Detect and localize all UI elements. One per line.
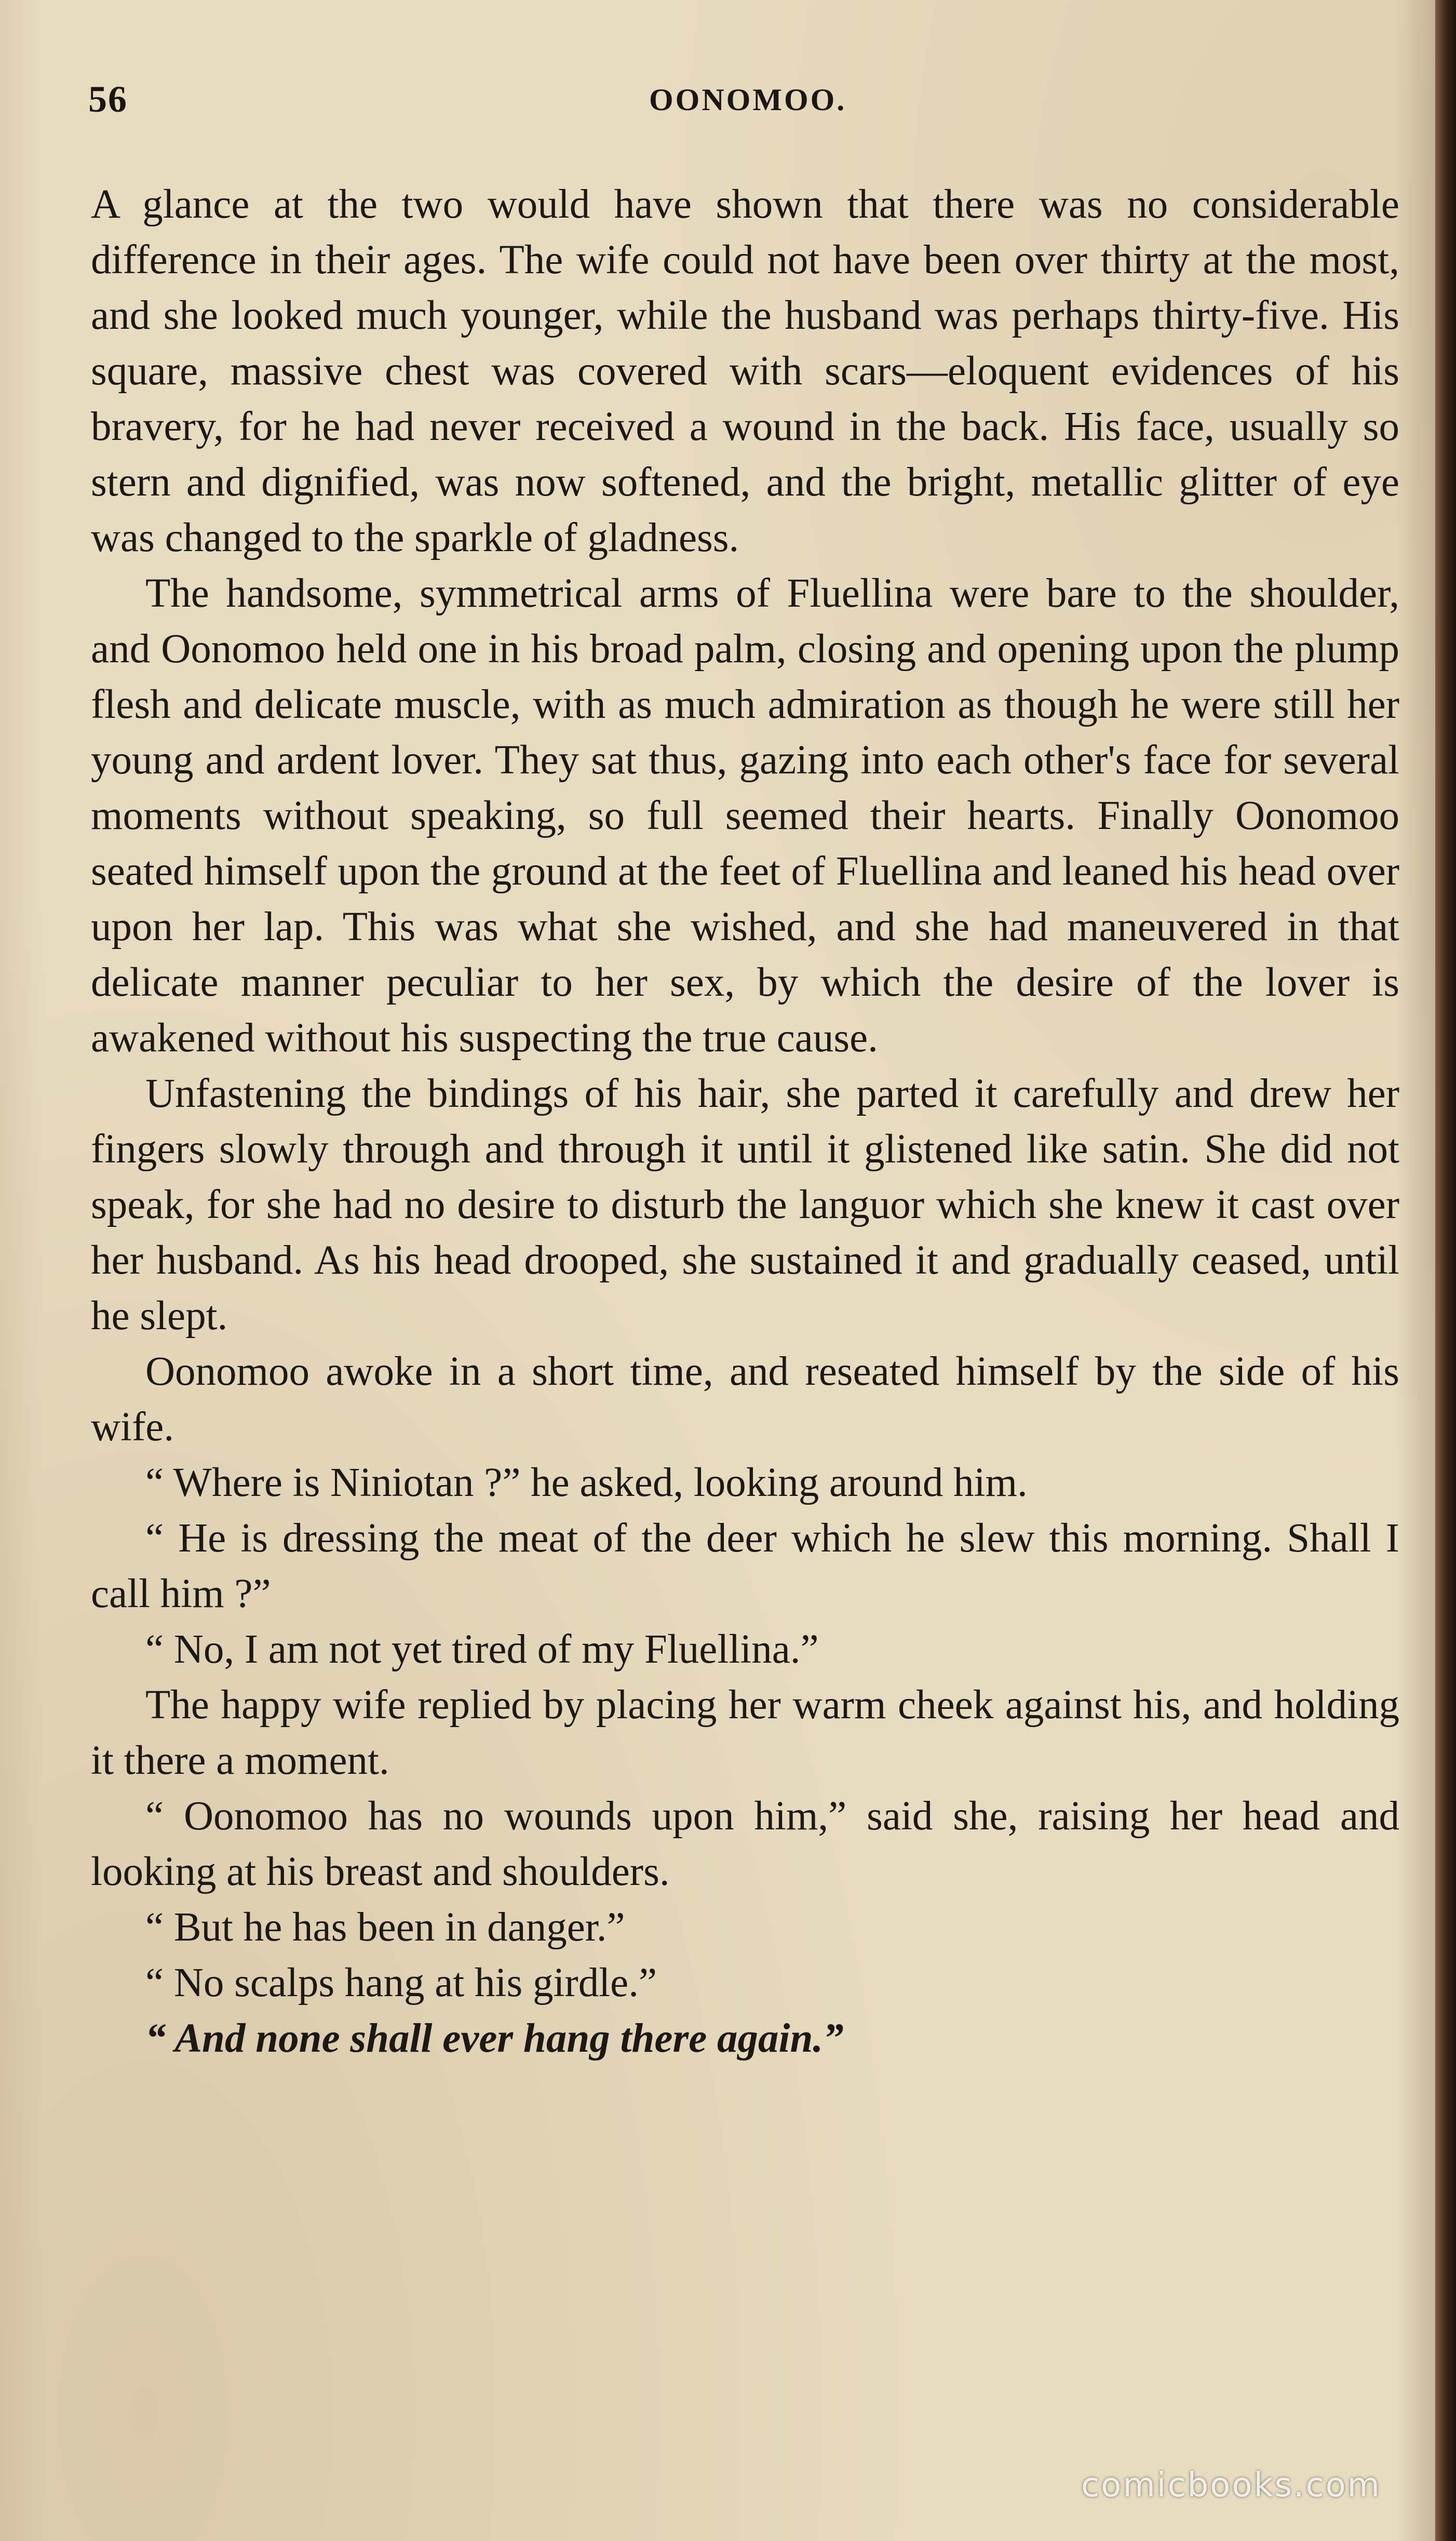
dialogue-line: “ But he has been in danger.”	[145, 1905, 625, 1950]
paragraph: A glance at the two would have shown that there was no considerable difference in their ages. The wife could not have been over thirty at the most, and she looked much younger, while the husband was perhaps thirty-five. His square, massive chest was covered with scars—eloquent evidences of his bravery, for he had never received a wound in the back. His face, usually so stern and dignified, was now softened, and the bright, metallic glitter of eye was changed to the sparkle of gladness.	[91, 182, 1399, 560]
body-text	[91, 177, 1399, 2066]
paragraph: The happy wife replied by placing her warm cheek against his, and holding it there a moment.	[91, 1682, 1399, 1783]
page-number: 56	[88, 78, 128, 120]
book-spine-edge	[1435, 0, 1456, 2541]
watermark: comicbooks.com	[1081, 2466, 1381, 2505]
paragraph: The handsome, symmetrical arms of Fluellina were bare to the shoulder, and Oonomoo held one in his broad palm, closing and opening upon the plump flesh and delicate muscle, with as much admiration as though he were still her young and ardent lover. They sat thus, gazing into each other's face for several moments without speaking, so full seemed their hearts. Finally Oonomoo seated himself upon the ground at the feet of Fluellina and leaned his head over upon her lap. This was what she wished, and she had maneuvered in that delicate manner peculiar to her sex, by which the desire of the lover is awakened without his suspecting the true cause.	[91, 571, 1399, 1061]
dialogue-line: “ Oonomoo has no wounds upon him,” said she, raising her head and looking at his breast and shoulders.	[91, 1794, 1399, 1894]
dialogue-line: “ Where is Niniotan ?” he asked, looking around him.	[145, 1460, 1028, 1505]
paragraph: Oonomoo awoke in a short time, and reseated himself by the side of his wife.	[91, 1349, 1399, 1450]
dialogue-line: “ No, I am not yet tired of my Fluellina.”	[145, 1627, 819, 1672]
running-head	[88, 78, 1386, 135]
dialogue-line: “ He is dressing the meat of the deer which he slew this morning. Shall I call him ?”	[91, 1516, 1399, 1616]
dialogue-line: “ And none shall ever hang there again.”	[145, 2016, 844, 2061]
paragraph: Unfastening the bindings of his hair, she parted it carefully and drew her fingers slowly through and through it until it glistened like satin. She did not speak, for she had no desire to disturb the languor which she knew it cast over her husband. As his head drooped, she sustained it and gradually ceased, until he slept.	[91, 1071, 1399, 1339]
book-title: OONOMOO.	[649, 83, 847, 117]
dialogue-line: “ No scalps hang at his girdle.”	[145, 1960, 657, 2005]
